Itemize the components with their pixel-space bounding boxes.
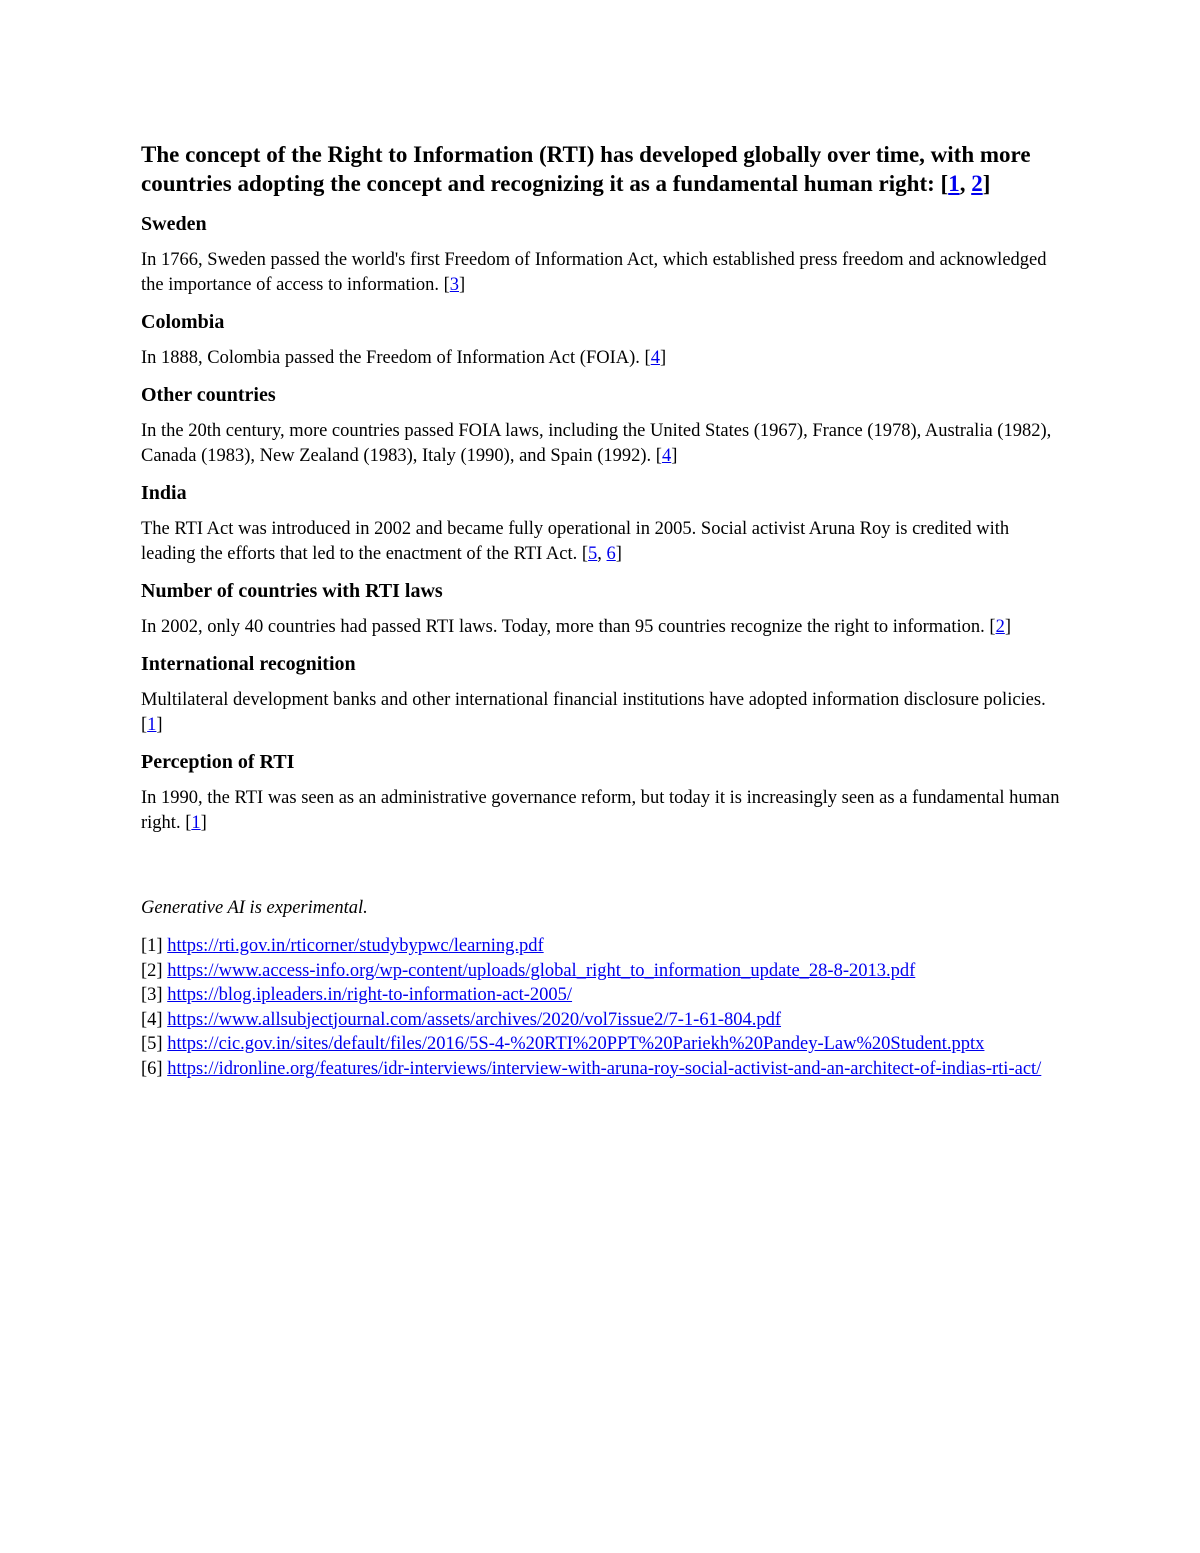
source-link[interactable]: https://cic.gov.in/sites/default/files/2016/5S-4-%20RTI%20PPT%20Pariekh%20Pandey-Law%20Student.pptx: [167, 1034, 985, 1054]
section-body: The RTI Act was introduced in 2002 and became fully operational in 2005. Social activist Aruna Roy is credited with leading the efforts that led to the enactment of the RTI Act. [5, 6]: [141, 519, 1010, 564]
section-body-text: Multilateral development banks and other international financial institutions have adopted information disclosure policies.: [141, 690, 1046, 710]
source-label: [3]: [141, 985, 163, 1005]
section-body-text: In 2002, only 40 countries had passed RTI laws. Today, more than 95 countries recognize the right to information.: [141, 617, 985, 637]
source-label: [2]: [141, 960, 163, 981]
section-heading: Other countries: [141, 384, 276, 406]
section-perception: [141, 749, 1061, 836]
section-body-text: In 1766, Sweden passed the world's first Freedom of Information Act, which established press freedom and acknowledged the importance of access to information.: [141, 250, 1047, 295]
source-label: [1]: [141, 936, 163, 956]
source-link[interactable]: https://www.access-info.org/wp-content/uploads/global_right_to_information_update_28-8-2013.pdf: [167, 960, 916, 981]
citation-link[interactable]: 1: [191, 813, 201, 833]
section-heading: Colombia: [141, 311, 225, 333]
citation-link[interactable]: 6: [606, 544, 616, 564]
source-label: [4]: [141, 1009, 163, 1030]
source-label: [5]: [141, 1034, 163, 1054]
source-link[interactable]: https://blog.ipleaders.in/right-to-information-act-2005/: [167, 985, 573, 1005]
source-item: [141, 1032, 1061, 1057]
section-body-text: In 1990, the RTI was seen as an administrative governance reform, but today it is increasingly seen as a fundamental human right.: [141, 788, 1060, 833]
citation-link[interactable]: 2: [995, 617, 1005, 637]
document-page: [141, 140, 1061, 1081]
section-body-text: The RTI Act was introduced in 2002 and became fully operational in 2005. Social activist Aruna Roy is credited with leading the efforts that led to the enactment of the RTI Act.: [141, 519, 1010, 564]
citation-link[interactable]: 1: [147, 715, 157, 735]
source-item: [141, 1057, 1061, 1082]
section-colombia: [141, 309, 1061, 371]
section-heading: Perception of RTI: [141, 751, 295, 773]
sources-list: [141, 934, 1061, 1081]
source-label: [6]: [141, 1058, 163, 1079]
section-heading: Number of countries with RTI laws: [141, 580, 443, 602]
section-body: In 1990, the RTI was seen as an administrative governance reform, but today it is increasingly seen as a fundamental human right. [1]: [141, 788, 1060, 833]
title-ref-link[interactable]: 1: [948, 171, 960, 196]
section-body-text: In the 20th century, more countries passed FOIA laws, including the United States (1967), France (1978), Australia (1982), Canada (1983), New Zealand (1983), Italy (1990), and Spain (1992).: [141, 421, 1052, 466]
section-heading: International recognition: [141, 653, 356, 675]
title-ref-link[interactable]: 2: [971, 171, 983, 196]
section-international-recognition: [141, 651, 1061, 738]
source-item: [141, 959, 1061, 984]
citation-link[interactable]: 3: [449, 275, 459, 295]
section-india: [141, 480, 1061, 567]
section-body: Multilateral development banks and other international financial institutions have adopted information disclosure policies. [1]: [141, 690, 1046, 735]
section-body: In the 20th century, more countries passed FOIA laws, including the United States (1967), France (1978), Australia (1982), Canada (1983), New Zealand (1983), Italy (1990), and Spain (1992). [4]: [141, 421, 1052, 466]
source-item: [141, 983, 1061, 1008]
source-item: [141, 934, 1061, 959]
section-body: In 1766, Sweden passed the world's first Freedom of Information Act, which established press freedom and acknowledged the importance of access to information. [3]: [141, 250, 1047, 295]
citation-link[interactable]: 5: [588, 544, 598, 564]
section-body: In 2002, only 40 countries had passed RTI laws. Today, more than 95 countries recognize the right to information. [2]: [141, 617, 1011, 637]
document-title: The concept of the Right to Information (RTI) has developed globally over time, with more countries adopting the concept and recognizing it as a fundamental human right: [1, 2]: [141, 142, 1031, 196]
section-sweden: [141, 211, 1061, 298]
section-heading: Sweden: [141, 213, 207, 235]
section-other-countries: [141, 382, 1061, 469]
source-link[interactable]: https://idronline.org/features/idr-interviews/interview-with-aruna-roy-social-activist-and-an-architect-of-indias-rti-act/: [167, 1058, 1042, 1079]
title-text: The concept of the Right to Information (RTI) has developed globally over time, with more countries adopting the concept and recognizing it as a fundamental human right:: [141, 142, 1031, 196]
citation-link[interactable]: 4: [661, 446, 672, 466]
section-body-text: In 1888, Colombia passed the Freedom of Information Act (FOIA).: [141, 348, 640, 368]
source-link[interactable]: https://rti.gov.in/rticorner/studybypwc/learning.pdf: [167, 936, 544, 956]
section-number-of-countries: [141, 578, 1061, 640]
section-heading: India: [141, 482, 187, 504]
source-link[interactable]: https://www.allsubjectjournal.com/assets/archives/2020/vol7issue2/7-1-61-804.pdf: [167, 1009, 782, 1030]
citation-link[interactable]: 4: [650, 348, 660, 368]
source-item: [141, 1008, 1061, 1033]
section-body: In 1888, Colombia passed the Freedom of Information Act (FOIA). [4]: [141, 348, 667, 368]
ai-disclaimer: Generative AI is experimental.: [141, 898, 368, 918]
